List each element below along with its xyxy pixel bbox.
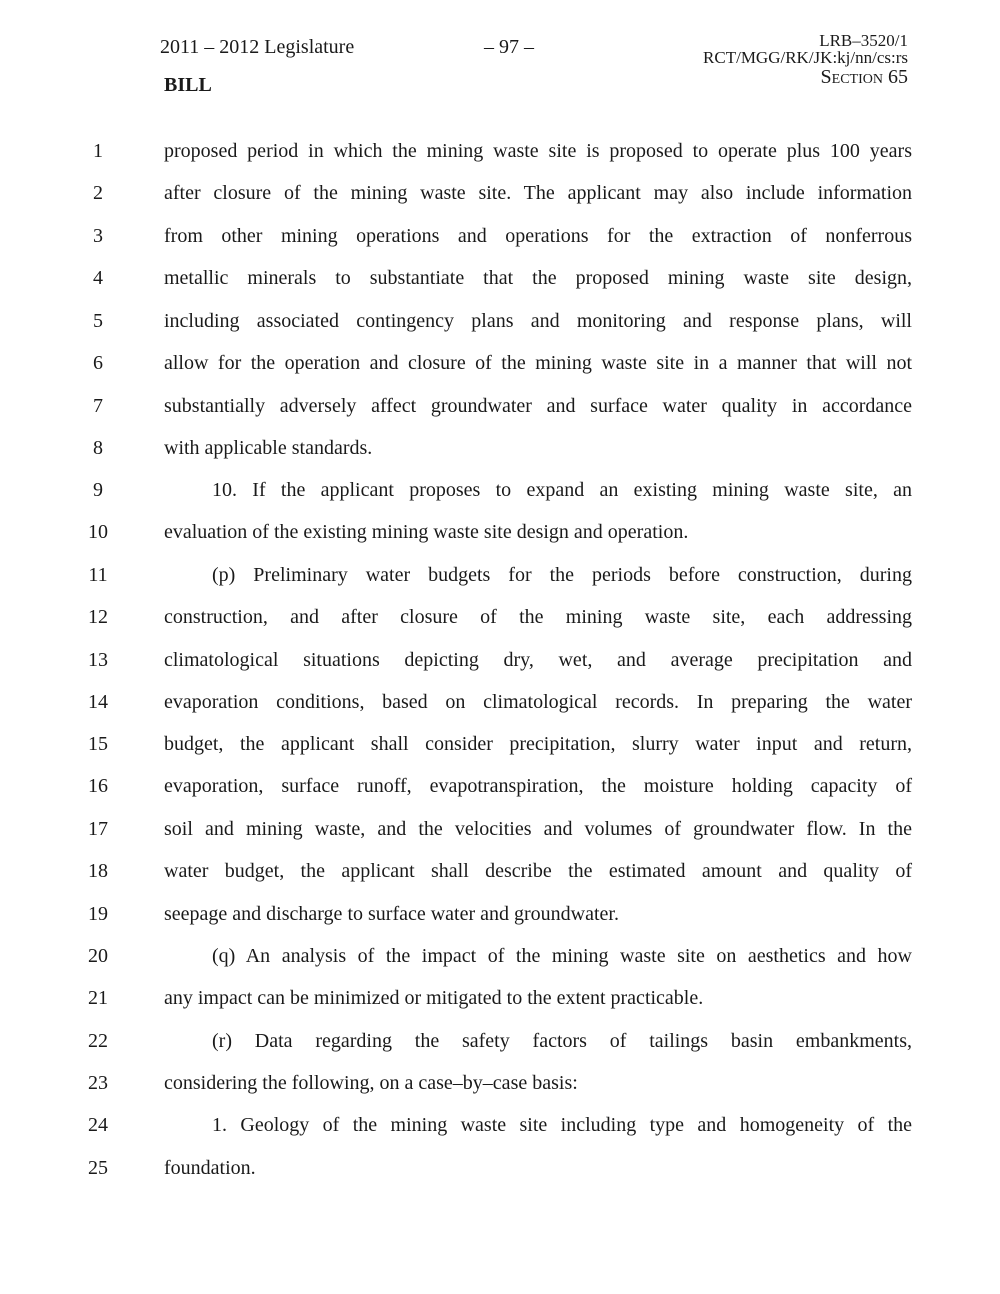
numbered-line	[0, 945, 1000, 975]
numbered-line	[0, 691, 1000, 721]
numbered-line	[0, 1157, 1000, 1187]
line-text: evaporation, surface runoff, evapotranspiration, the moisture holding capacity of	[164, 775, 912, 797]
numbered-line	[0, 1072, 1000, 1102]
line-number: 22	[88, 1030, 108, 1052]
numbered-line	[0, 310, 1000, 340]
line-text: 1. Geology of the mining waste site including type and homogeneity of the	[212, 1114, 912, 1136]
line-number: 7	[93, 395, 103, 417]
section-label: Section 65	[820, 66, 908, 88]
line-number: 4	[93, 267, 103, 289]
line-number: 23	[88, 1072, 108, 1094]
line-text: substantially adversely affect groundwater and surface water quality in accordance	[164, 395, 912, 417]
numbered-line	[0, 903, 1000, 933]
line-number: 11	[88, 564, 108, 586]
line-text: evaporation conditions, based on climatological records. In preparing the water	[164, 691, 912, 713]
page-number: – 97 –	[484, 36, 534, 58]
line-number: 13	[88, 649, 108, 671]
line-text: (q) An analysis of the impact of the mining waste site on aesthetics and how	[212, 945, 912, 967]
numbered-line	[0, 733, 1000, 763]
numbered-line	[0, 267, 1000, 297]
numbered-line	[0, 352, 1000, 382]
line-number: 9	[93, 479, 103, 501]
line-number: 24	[88, 1114, 108, 1136]
line-text: (r) Data regarding the safety factors of tailings basin embankments,	[212, 1030, 912, 1052]
numbered-line	[0, 1030, 1000, 1060]
line-number: 8	[93, 437, 103, 459]
line-number: 12	[88, 606, 108, 628]
numbered-line	[0, 606, 1000, 636]
numbered-line	[0, 818, 1000, 848]
line-number: 16	[88, 775, 108, 797]
numbered-line	[0, 225, 1000, 255]
numbered-line	[0, 1114, 1000, 1144]
drafter-initials: RCT/MGG/RK/JK:kj/nn/cs:rs	[703, 48, 908, 67]
document-type: BILL	[164, 74, 212, 96]
line-number: 10	[88, 521, 108, 543]
line-number: 19	[88, 903, 108, 925]
line-number: 14	[88, 691, 108, 713]
line-text: evaluation of the existing mining waste site design and operation.	[164, 521, 689, 543]
numbered-line	[0, 140, 1000, 170]
numbered-line	[0, 437, 1000, 467]
numbered-line	[0, 987, 1000, 1017]
line-text: climatological situations depicting dry, wet, and average precipitation and	[164, 649, 912, 671]
line-text: considering the following, on a case–by–case basis:	[164, 1072, 578, 1094]
numbered-line	[0, 395, 1000, 425]
line-text: (p) Preliminary water budgets for the periods before construction, during	[212, 564, 912, 586]
line-number: 3	[93, 225, 103, 247]
numbered-line	[0, 479, 1000, 509]
header-reference-block	[703, 32, 908, 88]
numbered-line	[0, 564, 1000, 594]
numbered-line	[0, 775, 1000, 805]
lrb-number: LRB–3520/1	[819, 31, 908, 50]
line-text: proposed period in which the mining waste site is proposed to operate plus 100 years	[164, 140, 912, 162]
numbered-line	[0, 860, 1000, 890]
line-text: budget, the applicant shall consider precipitation, slurry water input and return,	[164, 733, 912, 755]
line-number: 2	[93, 182, 103, 204]
line-text: foundation.	[164, 1157, 256, 1179]
line-text: 10. If the applicant proposes to expand an existing mining waste site, an	[212, 479, 912, 501]
line-text: including associated contingency plans and monitoring and response plans, will	[164, 310, 912, 332]
line-text: allow for the operation and closure of the mining waste site in a manner that will not	[164, 352, 912, 374]
numbered-line	[0, 649, 1000, 679]
line-text: after closure of the mining waste site. The applicant may also include information	[164, 182, 912, 204]
line-number: 18	[88, 860, 108, 882]
line-number: 15	[88, 733, 108, 755]
numbered-line	[0, 521, 1000, 551]
line-text: metallic minerals to substantiate that the proposed mining waste site design,	[164, 267, 912, 289]
line-text: with applicable standards.	[164, 437, 373, 459]
line-number: 21	[88, 987, 108, 1009]
line-text: soil and mining waste, and the velocities and volumes of groundwater flow. In the	[164, 818, 912, 840]
legislature-session: 2011 – 2012 Legislature	[160, 36, 355, 58]
line-number: 25	[88, 1157, 108, 1179]
line-number: 5	[93, 310, 103, 332]
line-text: construction, and after closure of the mining waste site, each addressing	[164, 606, 912, 628]
line-text: any impact can be minimized or mitigated to the extent practicable.	[164, 987, 704, 1009]
line-number: 17	[88, 818, 108, 840]
line-text: seepage and discharge to surface water and groundwater.	[164, 903, 619, 925]
line-number: 20	[88, 945, 108, 967]
line-number: 1	[93, 140, 103, 162]
line-text: water budget, the applicant shall describe the estimated amount and quality of	[164, 860, 912, 882]
line-text: from other mining operations and operations for the extraction of nonferrous	[164, 225, 912, 247]
numbered-line	[0, 182, 1000, 212]
line-number: 6	[93, 352, 103, 374]
